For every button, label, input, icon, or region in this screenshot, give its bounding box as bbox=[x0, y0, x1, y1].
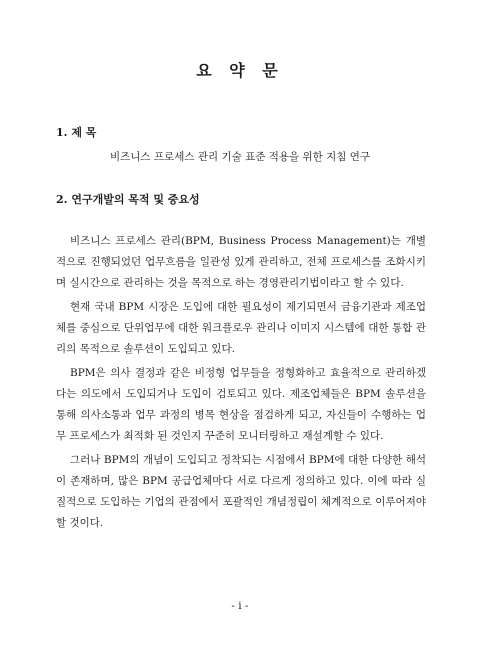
paragraph: BPM은 의사 결정과 같은 비정형 업무들을 정형화하고 효율적으로 관리하겠다는 의도에서 도입되거나 도입이 검토되고 있다. 제조업체들은 BPM 솔루션을 통해 의사소통과 업무 과정의 병목 현상을 점검하게 되고, 자신들이 수행하는 업무 프로세스가 최적화 된 것인지 꾸준히 모니터링하고 재설계할 수 있다. bbox=[56, 367, 426, 442]
page-number: - i - bbox=[231, 600, 249, 612]
page-title: 요 약 문 bbox=[196, 61, 284, 80]
paragraph: 그러나 BPM의 개념이 도입되고 정착되는 시점에서 BPM에 대한 다양한 해석이 존재하며, 많은 BPM 공급업체마다 서로 다르게 정의하고 있다. 이에 따라 실질적으로 도입하는 기업의 관점에서 포괄적인 개념정립이 체계적으로 이루어져야 할 것이다. bbox=[56, 454, 426, 529]
section-heading-purpose: 2. 연구개발의 목적 및 중요성 bbox=[56, 193, 200, 206]
subject-text: 비즈니스 프로세스 관리 기술 표준 적용을 위한 지침 연구 bbox=[110, 151, 370, 163]
paragraph: 비즈니스 프로세스 관리(BPM, Business Process Management)는 개별적으로 진행되었던 업무흐름을 일관성 있게 관리하고, 전체 프로세스를 조화시키며 실시간으로 관리하는 것을 목적으로 하는 경영관리기법이라고 할 수 있다. bbox=[56, 235, 426, 289]
section-heading-subject: 1. 제 목 bbox=[56, 126, 97, 139]
paragraph: 현재 국내 BPM 시장은 도입에 대한 필요성이 제기되면서 금융기관과 제조업체를 중심으로 단위업무에 대한 워크플로우 관리나 이미지 시스템에 대한 통합 관리의 목적으로 솔루션이 도입되고 있다. bbox=[56, 301, 426, 355]
purpose-body bbox=[56, 231, 426, 537]
